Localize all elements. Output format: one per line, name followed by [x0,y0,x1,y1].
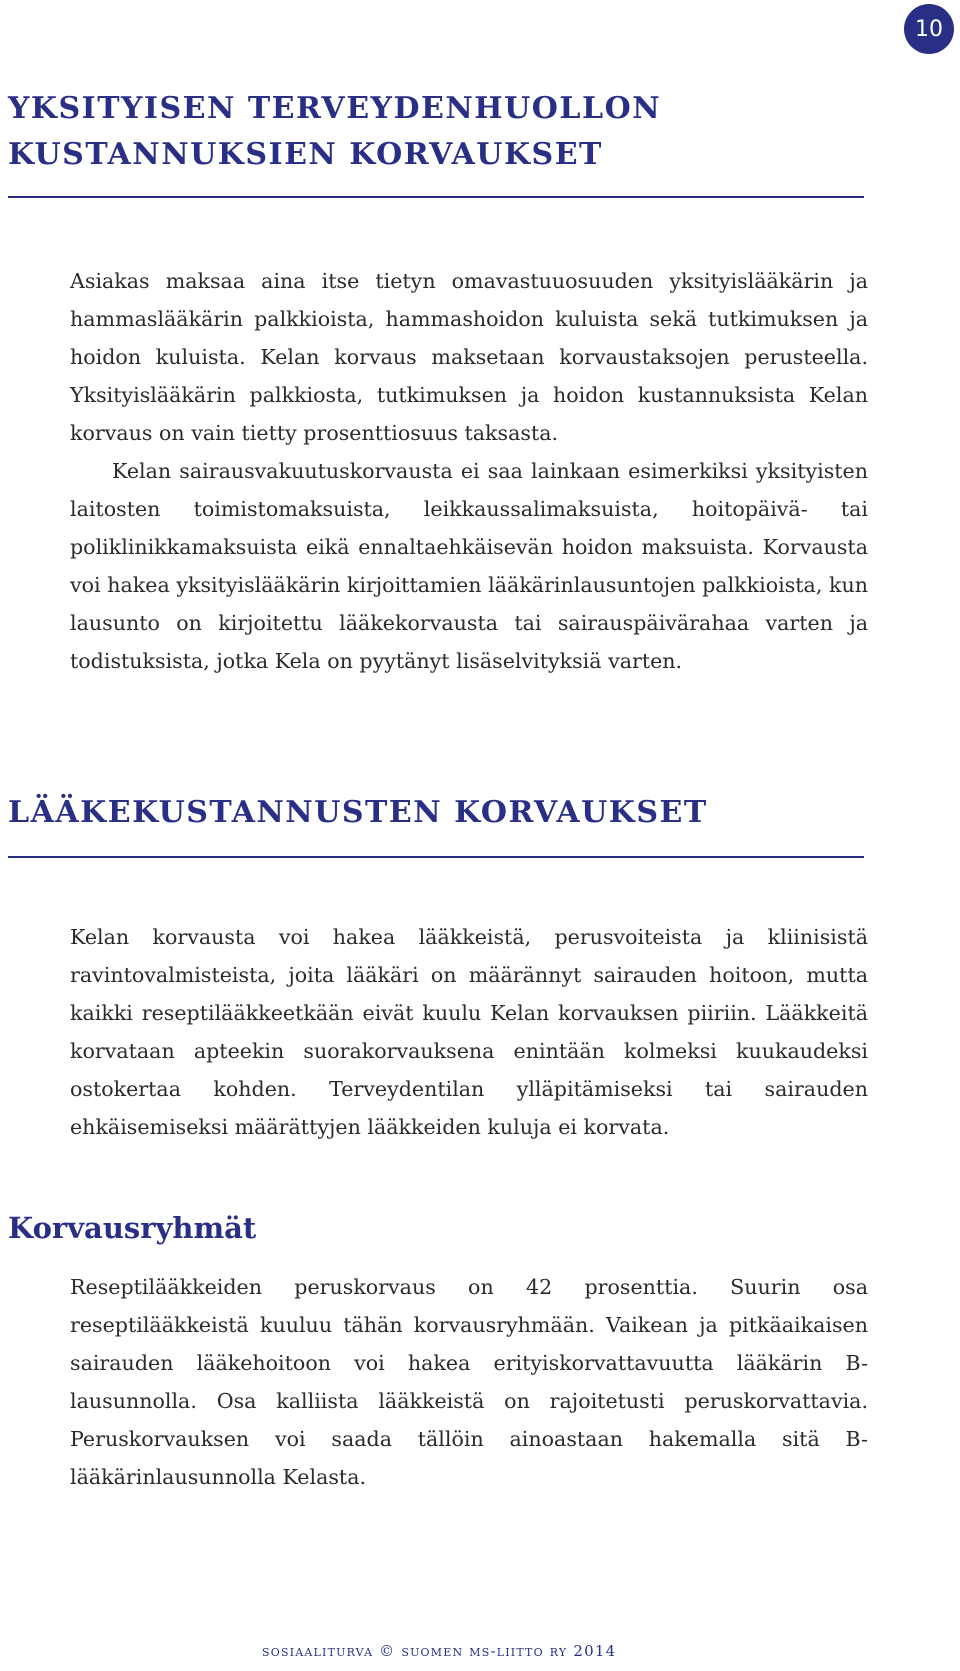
page-number-badge [904,4,954,54]
subheading-reimbursement-groups: Korvausryhmät [8,1211,257,1245]
section-divider [8,196,864,198]
footer-copyright: sosiaaliturva © suomen ms-liitto ry 2014 [262,1642,617,1660]
section-divider [8,856,864,858]
section-title-private-healthcare [8,86,661,178]
section-title-line2: KUSTANNUKSIEN KORVAUKSET [8,137,603,172]
section1-paragraph1: Asiakas maksaa aina itse tietyn omavastuuosuuden yksityislääkärin ja hammaslääkärin palkkioista, hammashoidon kuluista sekä tutkimuksen ja hoidon kuluista. Kelan korvaus maksetaan korvaustaksojen perusteella. Yksityislääkärin palkkiosta, tutkimuksen ja hoidon kustannuksista Kelan korvaus on vain tietty prosenttiosuus taksasta. [70,269,868,445]
page-number: 10 [915,16,943,42]
section2-paragraph: Kelan korvausta voi hakea lääkkeistä, perusvoiteista ja kliinisistä ravintovalmisteista, joita lääkäri on määrännyt sairauden hoitoon, mutta kaikki reseptilääkkeetkään eivät kuulu Kelan korvauksen piiriin. Lääkkeitä korvataan apteekin suorakorvauksena enintään kolmeksi kuukaudeksi ostokertaa kohden. Terveydentilan ylläpitämiseksi tai sairauden ehkäisemiseksi määrättyjen lääkkeiden kuluja ei korvata. [70,925,868,1139]
section3-paragraph: Reseptilääkkeiden peruskorvaus on 42 prosenttia. Suurin osa reseptilääkkeistä kuuluu tähän korvausryhmään. Vaikean ja pitkäaikaisen sairauden lääkehoitoon voi hakea erityiskorvattavuutta lääkärin B-lausunnolla. Osa kalliista lääkkeistä on rajoitetusti peruskorvattavia. Peruskorvauksen voi saada tällöin ainoastaan hakemalla sitä B-lääkärinlausunnolla Kelasta. [70,1275,868,1489]
section1-paragraph2: Kelan sairausvakuutuskorvausta ei saa lainkaan esimerkiksi yksityisten laitosten toimistomaksuista, leikkaussalimaksuista, hoitopäivä- tai poliklinikkamaksuista eikä ennaltaehkäisevän hoidon maksuista. Korvausta voi hakea yksityislääkärin kirjoittamien lääkärinlausuntojen palkkioista, kun lausunto on kirjoitettu lääkekorvausta tai sairauspäivärahaa varten ja todistuksista, jotka Kela on pyytänyt lisäselvityksiä varten. [70,459,868,673]
section2-body [70,918,868,1146]
section1-body [70,262,868,680]
section-title-medicine-costs: LÄÄKEKUSTANNUSTEN KORVAUKSET [8,795,708,830]
section3-body [70,1268,868,1496]
section-title-line1: YKSITYISEN TERVEYDENHUOLLON [8,91,662,126]
